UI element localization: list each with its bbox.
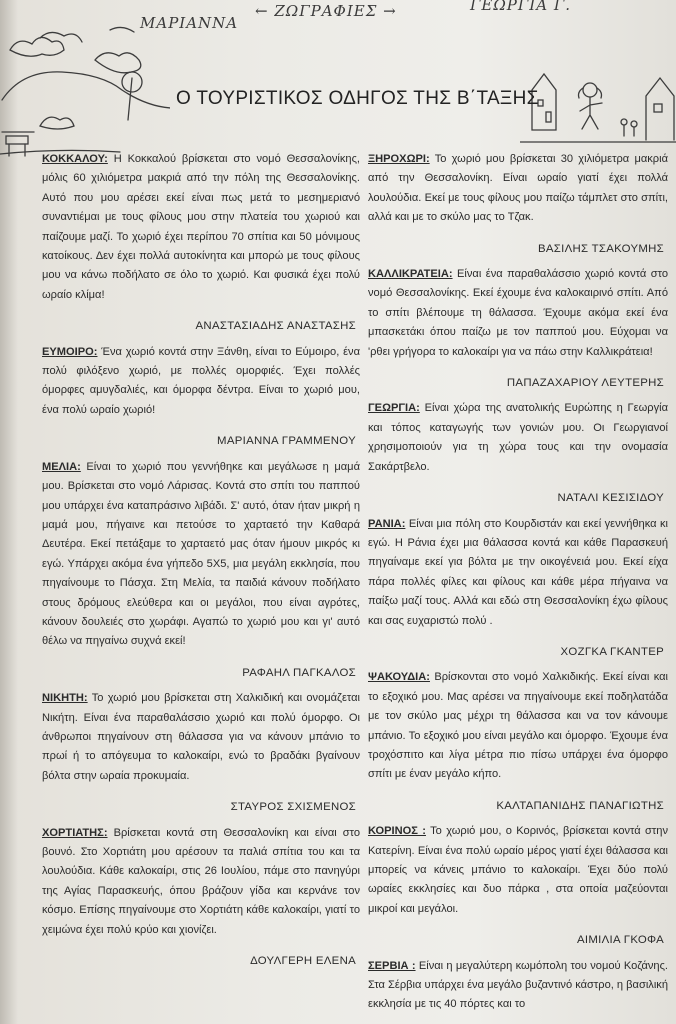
place-name: ΚΑΛΛΙΚΡΑΤΕΙΑ: bbox=[368, 268, 453, 281]
author-name: ΝΑΤΑΛΙ ΚΕΣΙΣΙΔΟΥ bbox=[557, 492, 664, 505]
author-name: ΔΟΥΛΓΕΡΗ ΕΛΕΝΑ bbox=[250, 955, 356, 968]
entry-text: Το χωριό μου βρίσκεται στη Χαλκιδική και ονομάζεται Νικήτη. Είναι ένα παραθαλάσσιο χωριό και πολύ όμορφο. Οι άνθρωποι πηγαίνουν στη θάλασσα για να κάνουν μπάνιο το πρωί ή το απόγευμα το καλοκαίρι, ενώ το βραδάκι βγαίνουν βόλτα στην ωραία προκυμαία. bbox=[42, 692, 360, 782]
author-name: ΑΙΜΙΛΙΑ ΓΚΟΦΑ bbox=[577, 934, 664, 947]
doodle-houses-girl-flowers-icon bbox=[520, 60, 676, 150]
handwritten-name-left: ΜΑΡΙΑΝΝΑ bbox=[140, 14, 239, 32]
author-name: ΒΑΣΙΛΗΣ ΤΣΑΚΟΥΜΗΣ bbox=[537, 242, 664, 255]
author-name: ΑΝΑΣΤΑΣΙΑΔΗΣ ΑΝΑΣΤΑΣΗΣ bbox=[195, 320, 356, 333]
entry-text: Η Κοκκαλού βρίσκεται στο νομό Θεσσαλονίκης, μόλις 60 χιλιόμετρα μακριά από την πόλη της Θεσσαλονίκης. Αυτό που μου αρέσει εκεί είναι πως μετά το μεσημεριανό συναντιέμαι με τους φίλους μου στην πλατεία του χωριού και παίζουμε μαζί. Το χωριό έχει περίπου 70 σπίτια και 50 μόνιμους κατοίκους. Δεν έχει πολλά αυτοκίνητα και μπορώ με τους φίλους μου να κάνω ποδήλατο σε όλο το χωριό. Και φυσικά έχει πολύ ωραίο κλίμα! bbox=[42, 153, 360, 301]
entry-text: Είναι η μεγαλύτερη κωμόπολη του νομού Κοζάνης. Στα Σέρβια υπάρχει ένα μεγάλο βυζαντινό κάστρο, η βασιλική εκκλησία με τις 40 πόρτες και το bbox=[368, 959, 669, 1011]
place-name: ΝΙΚΗΤΗ: bbox=[42, 692, 88, 705]
entry-georgia bbox=[368, 399, 668, 508]
entry-xirochori bbox=[368, 150, 668, 259]
entry-kallikrateia bbox=[368, 265, 668, 393]
entry-text: Είναι μια πόλη στο Κουρδιστάν και εκεί γεννήθηκα κι εγώ. Η Ράνια έχει μια θάλασσα κοντά και κάθε Παρασκευή πηγαίναμε εκεί για βόλτα με την οικογένειά μου. Εκεί είχα πάρα πολλές φίλες και φίλους και κάθε μέρα πήγαινα να παίξω μαζί τους. Αλλά και εδώ στη Θεσσαλονίκη έχω φίλους και σας ευχαριστώ πολύ . bbox=[368, 517, 668, 627]
entry-text: Είναι χώρα της ανατολικής Ευρώπης η Γεωργία και τόπος καταγωγής των γονιών μου. Οι Γεωργιανοί χρησιμοποιούν για τη χώρα τους και την ονομασία Σακάρτβελο. bbox=[368, 402, 668, 473]
author-name: ΜΑΡΙΑΝΝΑ ΓΡΑΜΜΕΝΟΥ bbox=[217, 435, 356, 448]
doodle-clouds-tree-bench-icon bbox=[0, 20, 170, 160]
place-name: ΓΕΩΡΓΙΑ: bbox=[368, 402, 420, 415]
author-name: ΣΤΑΥΡΟΣ ΣΧΙΣΜΕΝΟΣ bbox=[230, 801, 356, 814]
entry-korinos bbox=[368, 822, 668, 950]
place-name: ΡΑΝΙΑ: bbox=[368, 517, 406, 530]
place-name: ΣΕΡΒΙΑ : bbox=[368, 959, 416, 972]
author-name: ΧΟΖΓΚΑ ΓΚΑΝΤΕΡ bbox=[560, 645, 664, 658]
entry-text: Είναι ένα παραθαλάσσιο χωριό κοντά στο νομό Θεσσαλονίκης. Εκεί έχουμε ένα καλοκαιρινό σπίτι. Από το σπίτι βλέπουμε τη θάλασσα. Έχουμε ακόμα εκεί ένα μπασκετάκι όπου παίζω με τον παππού μου. Εύχομαι να 'ρθει γρήγορα το καλοκαίρι για να πάω στην Καλλικράτεια! bbox=[368, 268, 668, 358]
place-name: ΚΟΚΚΑΛΟΥ: bbox=[42, 153, 108, 165]
entry-nikiti bbox=[42, 689, 360, 817]
entry-text: Το χωριό μου, ο Κορινός, βρίσκεται κοντά στην Κατερίνη. Είναι ένα πολύ ωραίο μέρος γιατί έχει θάλασσα και μπορείς να κάνεις μπάνιο το καλοκαίρι. Έχει δύο πολύ ωραίες εκκλησίες και δυο πάρκα , στα οποία μαζεύονται μικροί και μεγάλοι. bbox=[368, 825, 668, 915]
entry-text: Ένα χωριό κοντά στην Ξάνθη, είναι το Εύμοιρο, ένα πολύ φιλόξενο χωριό, με πολλές ομορφιές. Έχει πολλές όμορφες αμυγδαλιές, και όμορφα δέντρα. Είναι το χωριό μου, ένα πολύ ωραίο χωριό! bbox=[42, 345, 360, 416]
place-name: ΕΥΜΟΙΡΟ: bbox=[42, 345, 98, 358]
entry-text: Είναι το χωριό που γεννήθηκε και μεγάλωσε η μαμά μου. Βρίσκεται στο νομό Λάρισας. Κοντά στο σπίτι του παππού μου υπάρχει ένα καταπράσινο λιβάδι. Σ' αυτό, όταν ήταν μικρή η μαμά μου, πήγαινε και πετούσε το χαρταετό την Καθαρά Δευτέρα. Εκεί πετάξαμε το χαρταετό μας όταν ήμουν μικρός κι εγώ. Υπάρχει ακόμα ένα γήπεδο 5Χ5, μια μεγάλη εκκλησία, που πηγαίνουμε το Πάσχα. Στη Μελία, τα παιδιά κάνουν ποδήλατο στους δρόμους ελεύθερα και οι μεγάλοι, που είναι αγρότες, κάνουν δουλειές στο χωράφι. Αγαπώ το χωριό μου και γι' αυτό θέλω να πηγαίνω συχνά εκεί! bbox=[42, 460, 360, 648]
handwritten-label-drawings: ← ΖΩΓΡΑΦΙΕΣ → bbox=[255, 2, 397, 20]
entry-psakoudia bbox=[368, 668, 668, 816]
page-title: Ο ΤΟΥΡΙΣΤΙΚΟΣ ΟΔΗΓΟΣ ΤΗΣ Β΄ΤΑΞΗΣ bbox=[176, 88, 539, 109]
entry-rania bbox=[368, 515, 668, 663]
place-name: ΧΟΡΤΙΑΤΗΣ: bbox=[42, 826, 108, 839]
entry-chortiatis bbox=[42, 824, 360, 972]
author-name: ΠΑΠΑΖΑΧΑΡΙΟΥ ΛΕΥΤΕΡΗΣ bbox=[506, 377, 664, 390]
entry-kokkalou bbox=[42, 150, 360, 337]
place-name: ΞΗΡΟΧΩΡΙ: bbox=[368, 153, 430, 165]
entry-text: Βρίσκονται στο νομό Χαλκιδικής. Εκεί είναι και το εξοχικό μου. Μας αρέσει να πηγαίνουμε εκεί ποδηλατάδα με τον σκύλο μας μέχρι τη θάλασσα και να τον κάνουμε μπάνιο. Το εξοχικό μου είναι μεγάλο και όμορφο. Έχουμε ένα τροχόσπιτο και λίγα μέτρα πιο πίσω υπάρχει ένα όμορφο σπίτι με έναν μεγάλο κήπο. bbox=[368, 671, 668, 781]
entry-eumoiro bbox=[42, 343, 360, 452]
entry-servia bbox=[368, 957, 668, 1015]
entry-melia bbox=[42, 458, 360, 683]
entry-text: Βρίσκεται κοντά στη Θεσσαλονίκη και είναι στο βουνό. Στο Χορτιάτη μου αρέσουν τα παλιά σπίτια του και τα λουλούδια. Κάθε καλοκαίρι, στις 26 Ιουλίου, πάμε στο πανηγύρι της Αγίας Παρασκευής, όπου βράζουν γίδα και κερνάνε τον κόσμο. Επίσης πηγαίνουμε στο Χορτιάτη κάθε καλοκαίρι, γιατί το χειμώνα έχει πολύ κρύο και χιονίζει. bbox=[42, 826, 360, 936]
handwritten-name-right: ΓΕΩΡΓΙΑ Γ. bbox=[470, 0, 571, 14]
author-name: ΚΑΛΤΑΠΑΝΙΔΗΣ ΠΑΝΑΓΙΩΤΗΣ bbox=[496, 799, 664, 812]
entry-text: Το χωριό μου βρίσκεται 30 χιλιόμετρα μακριά από την Θεσσαλονίκη. Είναι ωραίο γιατί έχει πολλά λουλούδια. Εκεί με τους φίλους μου παίζω τάμπλετ στο σπίτι, αλλά και με το σκύλο μας το Τζακ. bbox=[368, 153, 668, 224]
place-name: ΚΟΡΙΝΟΣ : bbox=[368, 825, 426, 838]
place-name: ΜΕΛΙΑ: bbox=[42, 460, 81, 473]
left-column bbox=[42, 150, 360, 977]
right-column bbox=[368, 150, 668, 1015]
place-name: ΨΑΚΟΥΔΙΑ: bbox=[368, 671, 430, 684]
author-name: ΡΑΦΑΗΛ ΠΑΓΚΑΛΟΣ bbox=[242, 666, 356, 679]
